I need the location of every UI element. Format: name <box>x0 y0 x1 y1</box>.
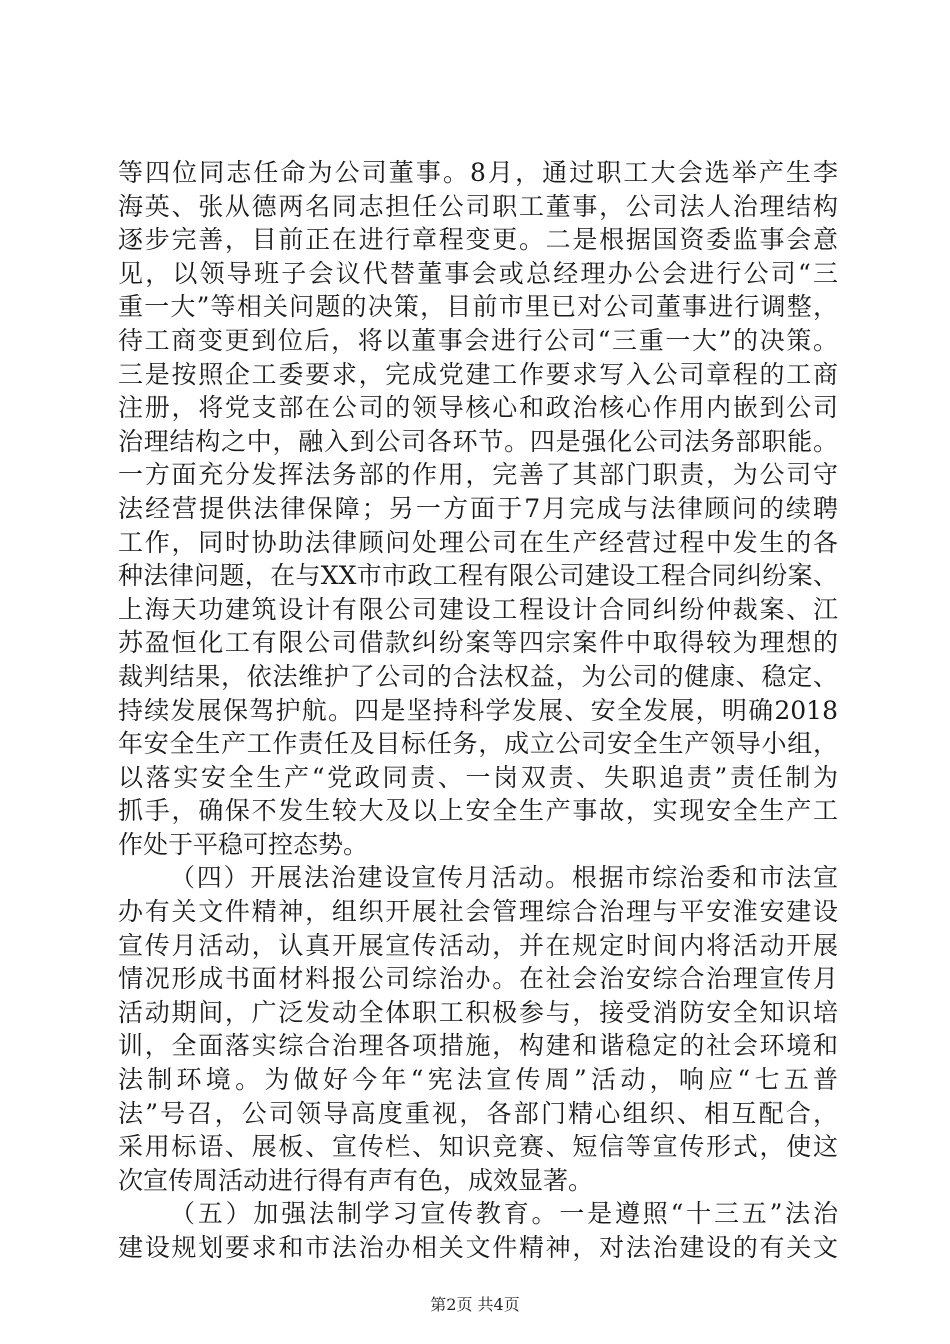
text-line: 重一大”等相关问题的决策，目前市里已对公司董事进行调整， <box>118 292 838 322</box>
page-footer: 第2页 共4页 <box>430 1295 520 1314</box>
text-line: 作处于平稳可控态势。 <box>118 829 369 859</box>
text-line: 法制环境。为做好今年“宪法宣传周”活动，响应“七五普 <box>118 1065 838 1095</box>
text-line: 年安全生产工作责任及目标任务，成立公司安全生产领导小组， <box>118 729 838 759</box>
text-line: 情况形成书面材料报公司综治办。在社会治安综合治理宣传月 <box>118 964 838 994</box>
text-line: （五）加强法制学习宣传教育。一是遵照“十三五”法治 <box>170 1199 838 1229</box>
body-text <box>118 156 838 1265</box>
text-line: 法”号召，公司领导高度重视，各部门精心组织、相互配合， <box>118 1098 838 1128</box>
text-line: 逐步完善，目前正在进行章程变更。二是根据国资委监事会意 <box>118 225 838 255</box>
text-line: 法经营提供法律保障；另一方面于7月完成与法律顾问的续聘 <box>118 493 838 523</box>
text-line: 注册，将党支部在公司的领导核心和政治核心作用内嵌到公司 <box>118 393 838 423</box>
text-line: 治理结构之中，融入到公司各环节。四是强化公司法务部职能。 <box>118 426 838 456</box>
text-line: 一方面充分发挥法务部的作用，完善了其部门职责，为公司守 <box>118 460 838 490</box>
text-line: 以落实安全生产“党政同责、一岗双责、失职追责”责任制为 <box>118 762 838 792</box>
text-line: 次宣传周活动进行得有声有色，成效显著。 <box>118 1165 594 1195</box>
text-line: （四）开展法治建设宣传月活动。根据市综治委和市法宣 <box>170 863 838 893</box>
text-line: 三是按照企工委要求，完成党建工作要求写入公司章程的工商 <box>118 359 838 389</box>
text-line: 训，全面落实综合治理各项措施，构建和谐稳定的社会环境和 <box>118 1031 838 1061</box>
text-line: 海英、张从德两名同志担任公司职工董事，公司法人治理结构 <box>118 191 838 221</box>
text-line: 持续发展保驾护航。四是坚持科学发展、安全发展，明确2018 <box>118 695 838 725</box>
text-line: 建设规划要求和市法治办相关文件精神，对法治建设的有关文 <box>118 1233 838 1262</box>
text-line: 办有关文件精神，组织开展社会管理综合治理与平安淮安建设 <box>118 897 838 927</box>
text-line: 活动期间，广泛发动全体职工积极参与，接受消防安全知识培 <box>118 997 838 1027</box>
text-line: 抓手，确保不发生较大及以上安全生产事故，实现安全生产工 <box>118 796 838 826</box>
text-line: 采用标语、展板、宣传栏、知识竞赛、短信等宣传形式，使这 <box>118 1132 838 1162</box>
text-line: 种法律问题，在与XX市市政工程有限公司建设工程合同纠纷案、 <box>118 561 838 591</box>
text-line: 苏盈恒化工有限公司借款纠纷案等四宗案件中取得较为理想的 <box>118 628 838 658</box>
text-line: 见，以领导班子会议代替董事会或总经理办公会进行公司“三 <box>118 258 838 288</box>
text-line: 等四位同志任命为公司董事。8月，通过职工大会选举产生李 <box>118 158 838 187</box>
text-line: 裁判结果，依法维护了公司的合法权益，为公司的健康、稳定、 <box>118 661 838 691</box>
text-line: 上海天功建筑设计有限公司建设工程设计合同纠纷仲裁案、江 <box>118 594 838 624</box>
text-line: 待工商变更到位后，将以董事会进行公司“三重一大”的决策。 <box>118 325 838 355</box>
text-line: 工作，同时协助法律顾问处理公司在生产经营过程中发生的各 <box>118 527 838 557</box>
text-line: 宣传月活动，认真开展宣传活动，并在规定时间内将活动开展 <box>118 930 838 960</box>
